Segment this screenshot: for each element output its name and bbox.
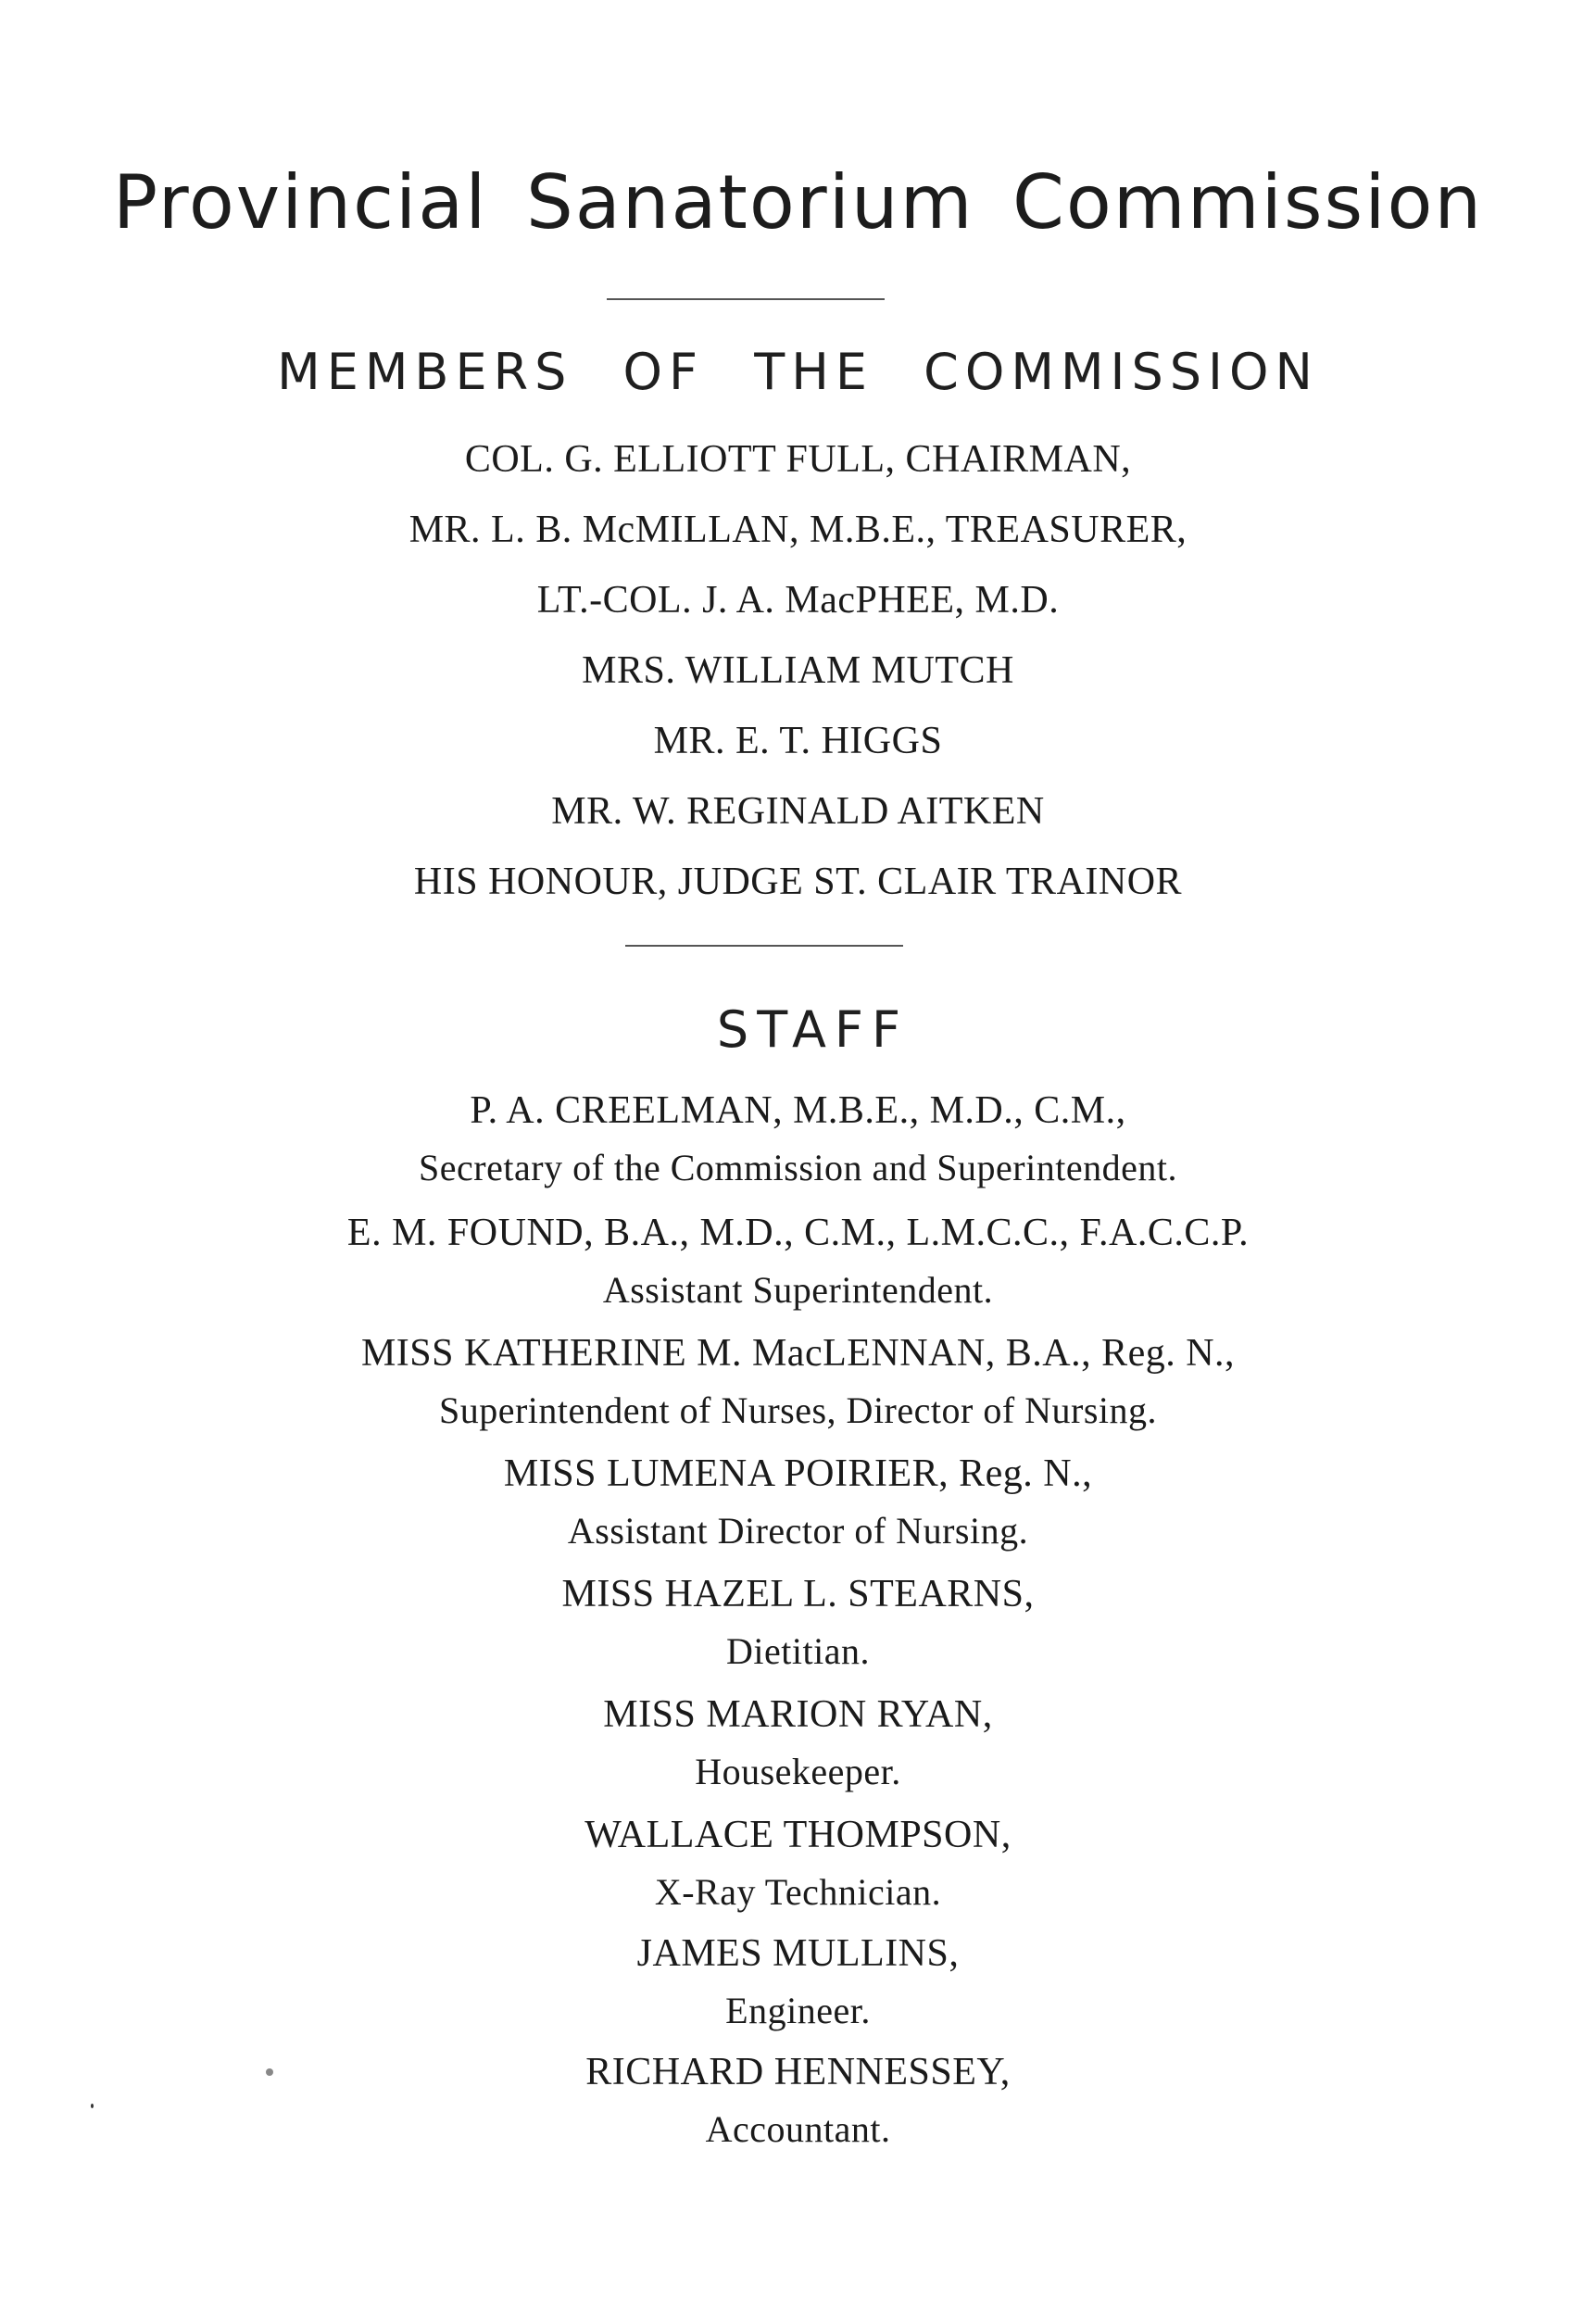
staff-role: Dietitian. [726, 1630, 870, 1672]
staff-entry [0, 1806, 1596, 1921]
staff-role: Housekeeper. [695, 1751, 901, 1792]
staff-entry [0, 1565, 1596, 1680]
members-heading: MEMBERS OF THE COMMISSION [277, 343, 1319, 401]
staff-entry [0, 1204, 1596, 1319]
staff-entry [0, 1325, 1596, 1439]
staff-name: JAMES MULLINS, [636, 1932, 960, 1975]
staff-role: Engineer. [725, 1990, 871, 2031]
staff-name: MISS HAZEL L. STEARNS, [561, 1573, 1035, 1615]
staff-entry [0, 1925, 1596, 2040]
staff-role: Accountant. [705, 2108, 891, 2150]
staff-name: MISS LUMENA POIRIER, Reg. N., [503, 1452, 1093, 1495]
staff-name: MISS KATHERINE M. MacLENNAN, B.A., Reg. N., [360, 1332, 1236, 1375]
staff-entry [0, 1445, 1596, 1560]
staff-name: MISS MARION RYAN, [603, 1693, 993, 1736]
page-title: Provincial Sanatorium Commission [112, 159, 1484, 245]
staff-name: E. M. FOUND, B.A., M.D., C.M., L.M.C.C., F.A.C.C.P. [346, 1212, 1250, 1254]
staff-name: WALLACE THOMPSON, [584, 1814, 1012, 1856]
staff-entry [0, 1686, 1596, 1801]
member-name: MR. W. REGINALD AITKEN [551, 790, 1045, 833]
staff-role: Secretary of the Commission and Superintendent. [419, 1147, 1177, 1188]
staff-name: RICHARD HENNESSEY, [585, 2051, 1011, 2093]
member-name: MRS. WILLIAM MUTCH [582, 649, 1014, 692]
staff-name: P. A. CREELMAN, M.B.E., M.D., C.M., [470, 1089, 1126, 1132]
staff-role: Assistant Superintendent. [602, 1269, 994, 1311]
staff-role: Superintendent of Nurses, Director of Nursing. [438, 1389, 1158, 1431]
member-name: COL. G. ELLIOTT FULL, CHAIRMAN, [464, 438, 1132, 481]
member-name: LT.-COL. J. A. MacPHEE, M.D. [536, 579, 1060, 622]
member-name: MR. L. B. McMILLAN, M.B.E., TREASURER, [408, 509, 1188, 551]
ink-speck [91, 2104, 94, 2108]
staff-role: X-Ray Technician. [654, 1871, 942, 1913]
section-divider [625, 945, 903, 947]
ink-speck [266, 2068, 273, 2076]
staff-role: Assistant Director of Nursing. [567, 1510, 1029, 1552]
member-name: HIS HONOUR, JUDGE ST. CLAIR TRAINOR [413, 861, 1183, 903]
member-name: MR. E. T. HIGGS [653, 720, 943, 762]
title-divider [607, 298, 885, 300]
staff-entry [0, 2043, 1596, 2158]
staff-entry [0, 1082, 1596, 1197]
staff-heading: STAFF [716, 1000, 910, 1059]
